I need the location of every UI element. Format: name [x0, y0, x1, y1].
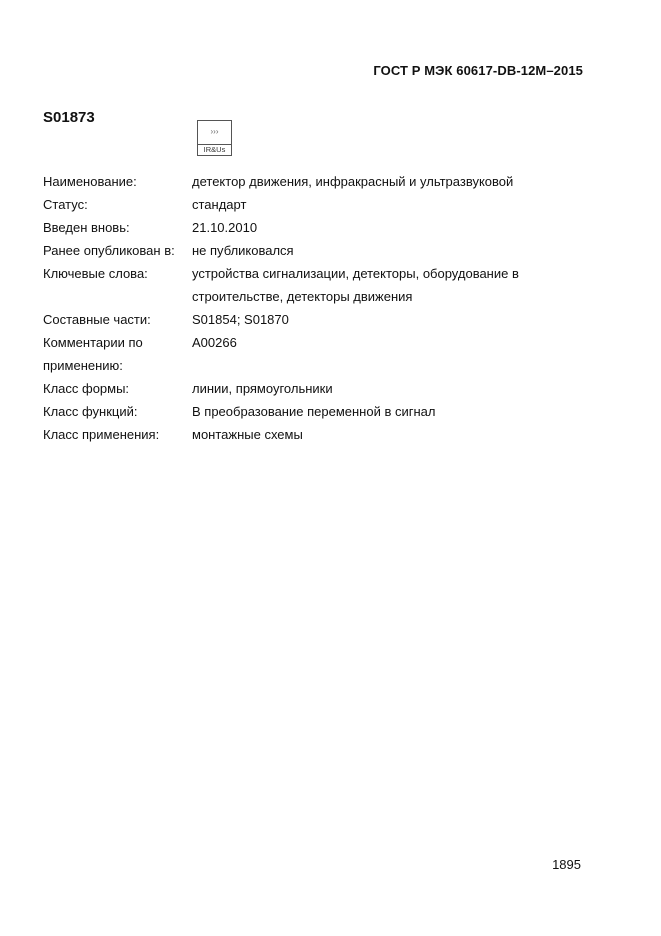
property-key: Наименование: [43, 174, 137, 189]
property-row-application-notes [43, 331, 583, 377]
property-key: Статус: [43, 197, 88, 212]
property-value: не публиковался [192, 243, 294, 258]
property-value: стандарт [192, 197, 247, 212]
properties-list [43, 170, 583, 446]
property-value: монтажные схемы [192, 427, 303, 442]
property-key: Класс применения: [43, 427, 160, 442]
property-key: Ключевые слова: [43, 266, 148, 281]
property-value: В преобразование переменной в сигнал [192, 404, 436, 419]
property-row-previously-published [43, 239, 583, 262]
waves-glyph: ››› [210, 127, 219, 136]
property-value: A00266 [192, 335, 237, 350]
ir-ultrasonic-motion-detector-icon [197, 120, 232, 156]
property-key: Составные части: [43, 312, 151, 327]
property-value: линии, прямоугольники [192, 381, 333, 396]
property-row-keywords [43, 262, 583, 308]
property-row-components [43, 308, 583, 331]
page-number: 1895 [552, 857, 581, 872]
document-header: ГОСТ Р МЭК 60617-DB-12M–2015 [373, 63, 583, 78]
property-row-status [43, 193, 583, 216]
property-key: Класс функций: [43, 404, 138, 419]
property-value [192, 262, 583, 308]
property-key [43, 331, 192, 377]
property-key: Класс формы: [43, 381, 130, 396]
property-value: детектор движения, инфракрасный и ультразвуковой [192, 174, 514, 189]
property-row-introduced [43, 216, 583, 239]
property-key-line: Комментарии по [43, 335, 143, 350]
property-value-line: устройства сигнализации, детекторы, оборудование в [192, 266, 519, 281]
property-row-name [43, 170, 583, 193]
property-value-line: строительстве, детекторы движения [192, 289, 413, 304]
property-key-line: применению: [43, 358, 123, 373]
property-value: 21.10.2010 [192, 220, 258, 235]
property-row-shape-class [43, 377, 583, 400]
property-key: Ранее опубликован в: [43, 243, 175, 258]
symbol-id: S01873 [43, 109, 95, 126]
property-key: Введен вновь: [43, 220, 130, 235]
property-value: S01854; S01870 [192, 312, 289, 327]
property-row-application-class [43, 423, 583, 446]
symbol-icon-label: IR&Us [198, 144, 231, 155]
property-row-function-class [43, 400, 583, 423]
